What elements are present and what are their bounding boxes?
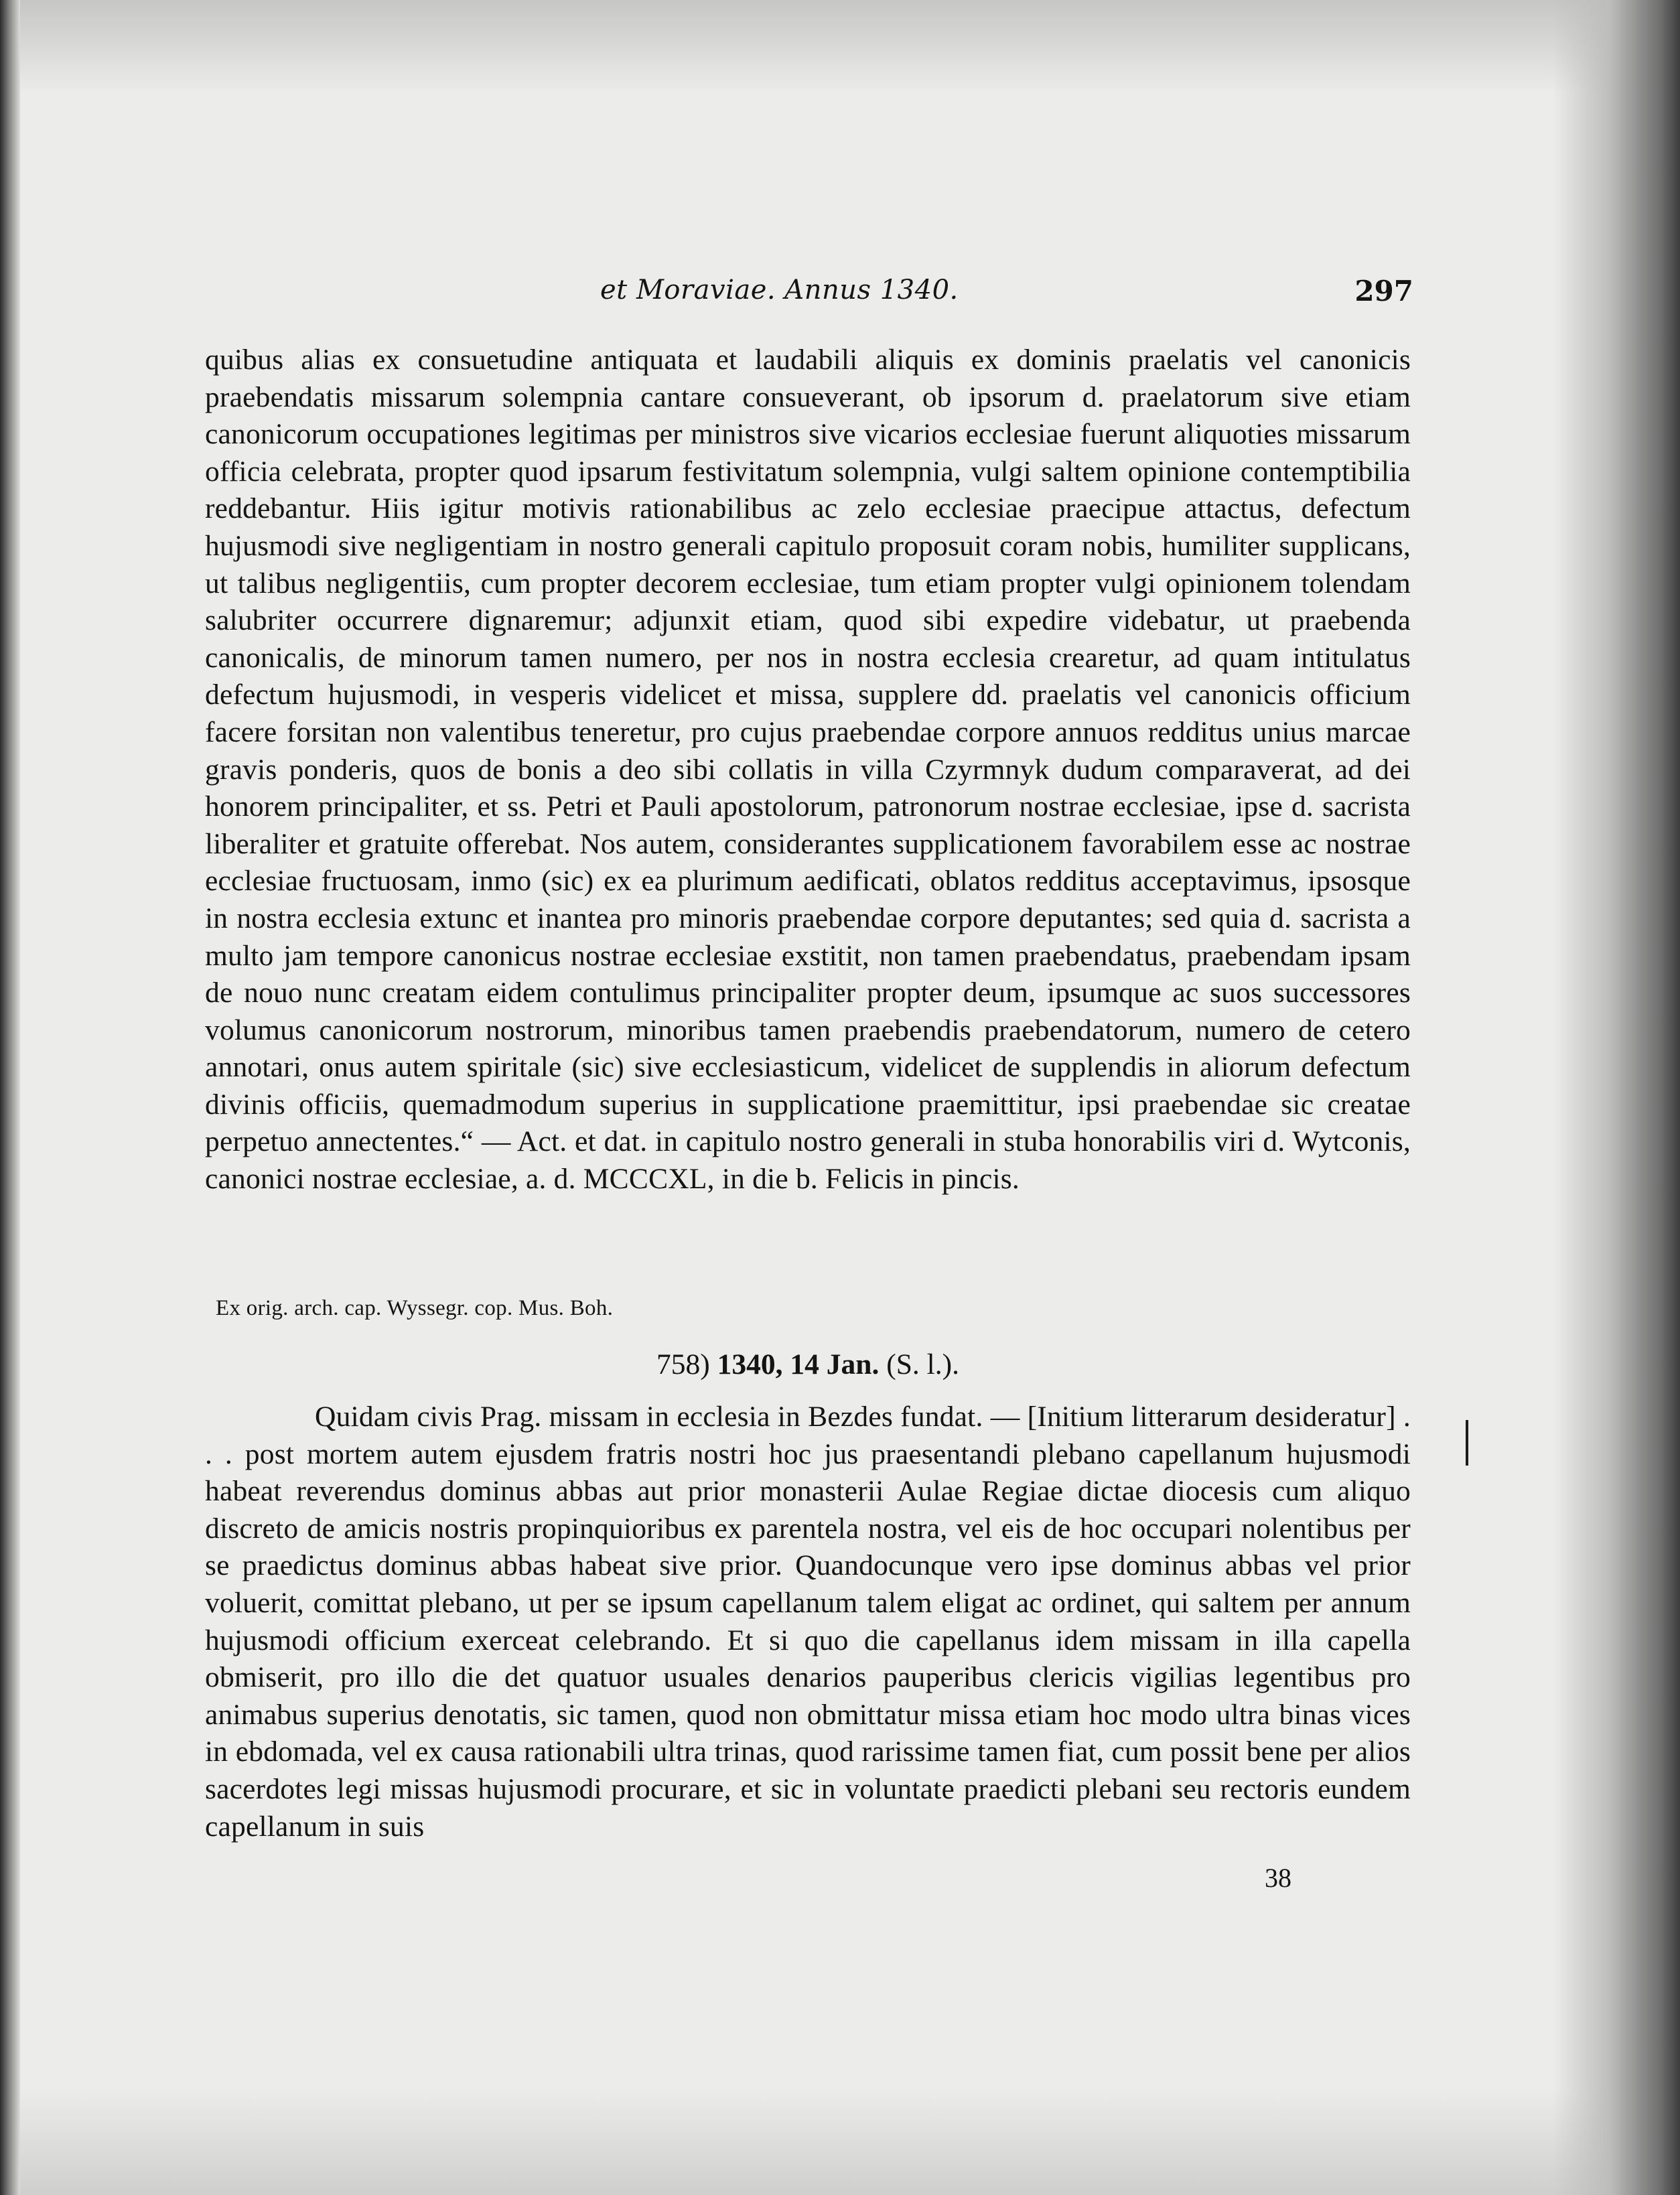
document-place: (S. l.). [886,1348,959,1380]
source-note: Ex orig. arch. cap. Wyssegr. cop. Mus. Boh. [216,1296,614,1320]
page-header [205,275,1417,315]
signature-mark: 38 [1265,1863,1291,1893]
document-heading [205,1348,1411,1381]
body-paragraph-document-758: Quidam civis Prag. missam in ecclesia in Bezdes fundat. — [Initium litterarum desideratur] . . . post mortem autem ejusdem fratris nostri hoc jus praesentandi plebano capellanum hujusmodi habeat reverendus dominus abbas aut prior monasterii Aulae Regiae dictae diocesis cum aliquo discreto de amicis nostris propinquioribus ex parentela nostra, vel eis de hoc occupari nolentibus per se praedictus dominus abbas habeat sive prior. Quandocunque vero ipse dominus abbas vel prior voluerit, comittat plebano, ut per se ipsum capellanum talem eligat ac ordinet, qui saltem per annum hujusmodi officium exerceat celebrando. Et si quo die capellanus idem missam in illa capella obmiserit, pro illo die det quatuor usuales denarios pauperibus clericis vigilias legentibus pro animabus superius denotatis, sic tamen, quod non obmittatur missa etiam hoc modo ultra binas vices in ebdomada, vel ex causa rationabili ultra trinas, quod rarissime tamen fiat, cum possit bene per alios sacerdotes legi missas hujusmodi procurare, et sic in voluntate praedicti plebani seu rectoris eundem capellanum in suis [205,1401,1411,1843]
document-date: 1340, 14 Jan. [717,1348,880,1380]
page-number: 297 [1354,275,1413,307]
running-head: et Moraviae. Annus 1340. [600,275,959,305]
body-paragraph-continuation: quibus alias ex consuetudine antiquata et laudabili aliquis ex dominis praelatis vel canonicis praebendatis missarum solempnia cantare consueverant, ob ipsorum d. praelatorum sive etiam canonicorum occupationes legitimas per ministros sive vicarios ecclesiae fuerunt aliquoties missarum officia celebrata, propter quod ipsarum festivitatum solempnia, vulgi saltem opinione contemptibilia reddebantur. Hiis igitur motivis rationabilibus ac zelo ecclesiae praecipue attactus, defectum hujusmodi sive negligentiam in nostro generali capitulo proposuit coram nobis, humiliter supplicans, ut talibus negligentiis, cum propter decorem ecclesiae, tum etiam propter vulgi opinionem tolendam salubriter occurrere dignaremur; adjunxit etiam, quod sibi expedire videbatur, ut praebenda canonicalis, de minorum tamen numero, per nos in nostra ecclesia crearetur, ad quam intitulatus defectum hujusmodi, in vesperis videlicet et missa, supplere dd. praelatis vel canonicis officium facere forsitan non valentibus teneretur, pro cujus praebendae corpore annuos redditus unius marcae gravis ponderis, quos de bonis a deo sibi collatis in villa Czyrmnyk dudum comparaverat, ad dei honorem principaliter, et ss. Petri et Pauli apostolorum, patronorum nostrae ecclesiae, ipse d. sacrista liberaliter et gratuite offerebat. Nos autem, considerantes supplicationem favorabilem esse ac nostrae ecclesiae fructuosam, inmo (sic) ex ea plurimum aedificati, oblatos redditus acceptavimus, ipsosque in nostra ecclesia extunc et inantea pro minoris praebendae corpore deputantes; sed quia d. sacrista a multo jam tempore canonicus nostrae ecclesiae exstitit, non tamen praebendatus, praebendam ipsam de nouo nunc creatam eidem contulimus principaliter propter deum, ipsumque ac suos successores volumus canonicorum nostrorum, minoribus tamen praebendis praebendatorum, numero de cetero annotari, onus autem spiritale (sic) sive ecclesiasticum, videlicet de supplendis in aliorum defectum divinis officiis, quemadmodum superius in supplicatione praemittitur, ipsi praebendae sic creatae perpetuo annectentes.“ — Act. et dat. in capitulo nostro generali in stuba honorabilis viri d. Wytconis, canonici nostrae ecclesiae, a. d. MCCCXL, in die b. Felicis in pincis. [205,344,1411,1196]
document-number: 758) [656,1348,710,1380]
scan-shadow-right [1553,0,1680,2195]
scan-shadow-left [0,0,20,2195]
margin-line-mark [1466,1420,1468,1466]
scan-shadow-top [0,0,1680,94]
scan-shadow-bottom [0,2088,1680,2195]
